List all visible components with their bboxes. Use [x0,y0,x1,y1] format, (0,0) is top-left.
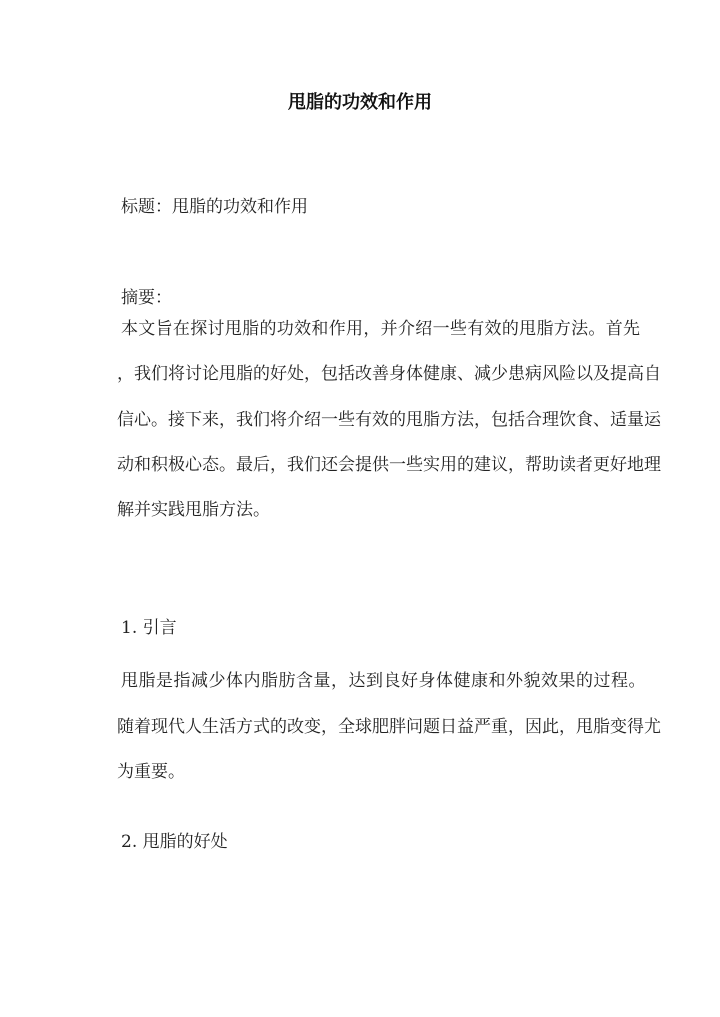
section-1-line: 为重要。 [117,762,185,782]
section-1-heading: 1. 引言 [121,618,177,638]
document-title: 甩脂的功效和作用 [288,92,432,113]
abstract-line: 解并实践甩脂方法。 [117,500,270,520]
abstract-heading: 摘要： [121,288,172,308]
abstract-line: ，我们将讨论甩脂的好处，包括改善身体健康、减少患病风险以及提高自 [117,364,661,384]
abstract-line: 信心。接下来，我们将介绍一些有效的甩脂方法，包括合理饮食、适量运 [117,410,661,430]
section-2-heading: 2. 甩脂的好处 [121,832,228,852]
section-1-line: 随着现代人生活方式的改变，全球肥胖问题日益严重，因此，甩脂变得尤 [117,717,661,737]
section-1-line: 甩脂是指减少体内脂肪含量，达到良好身体健康和外貌效果的过程。 [121,671,646,691]
abstract-line: 动和积极心态。最后，我们还会提供一些实用的建议，帮助读者更好地理 [117,455,661,475]
abstract-line: 本文旨在探讨甩脂的功效和作用，并介绍一些有效的甩脂方法。首先 [121,319,640,339]
subject-line: 标题：甩脂的功效和作用 [121,197,308,217]
